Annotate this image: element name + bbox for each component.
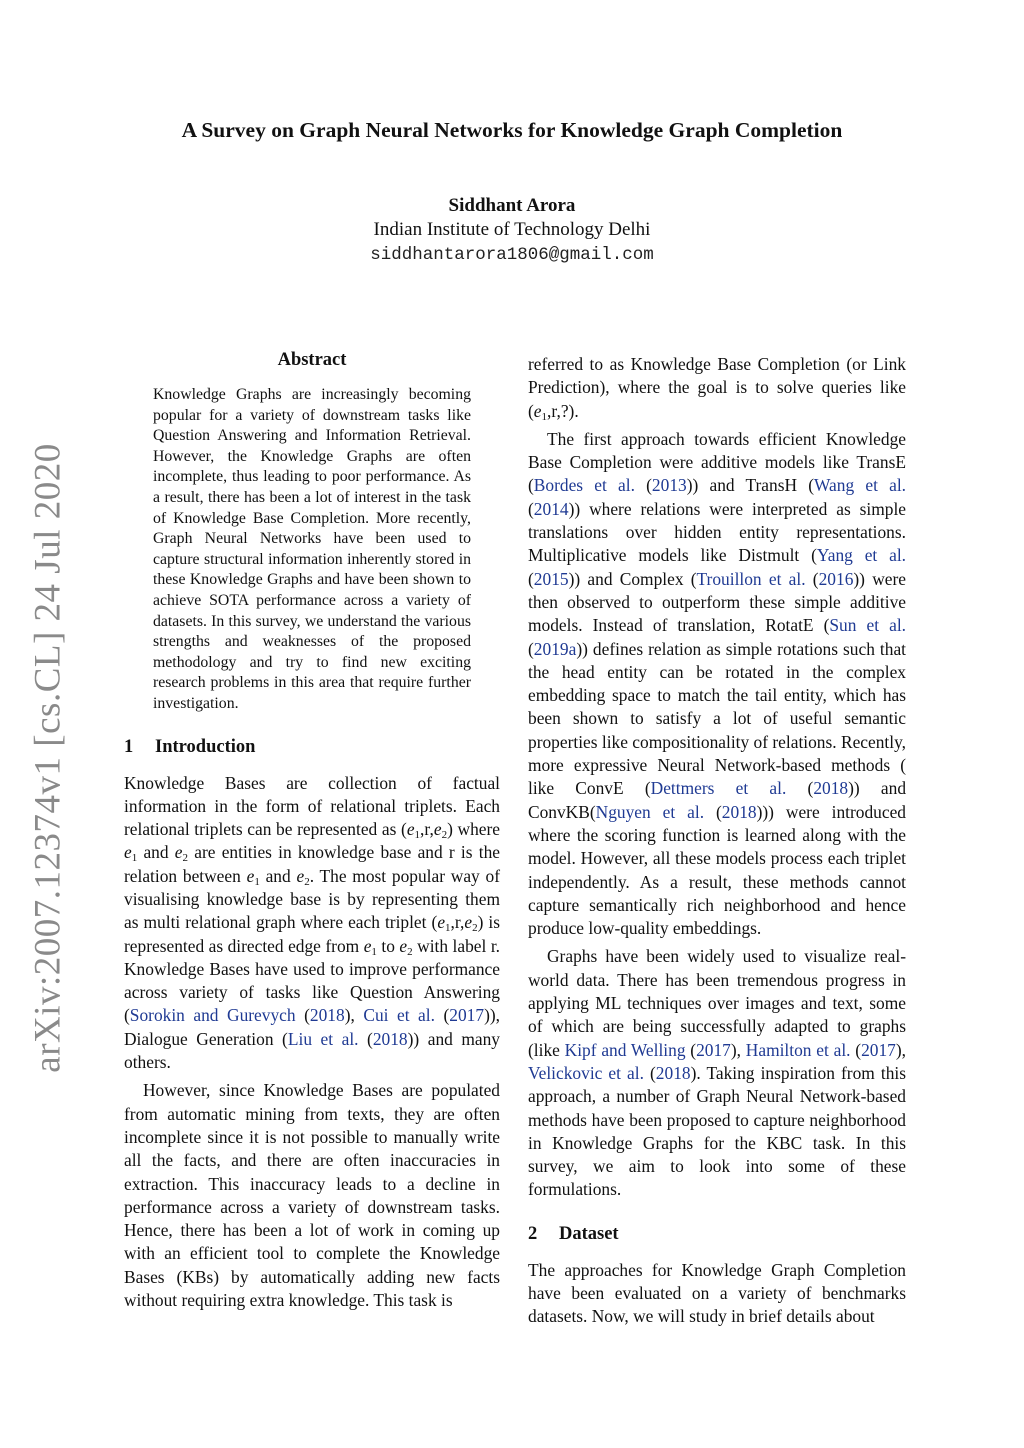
citation-year-link[interactable]: 2017: [696, 1039, 731, 1060]
citation-year-link[interactable]: 2018: [813, 778, 849, 799]
left-column: [124, 350, 500, 1312]
citation-year-link[interactable]: 2017: [861, 1039, 896, 1060]
citation-link[interactable]: Trouillon et al.: [696, 568, 806, 589]
citation-year-link[interactable]: 2018: [309, 1005, 345, 1026]
citation-year-link[interactable]: 2018: [721, 801, 757, 822]
arxiv-stamp: arXiv:2007.12374v1 [cs.CL] 24 Jul 2020: [27, 443, 69, 1073]
intro-paragraph-3: The first approach towards efficient Knowledge Base Completion were additive models like TransE (Bordes et al. (2013)) and TransH (Wang et al. (2014)) where relations were interpreted as simple translations over hidden entity representations. Multiplicative models like Distmult (Yang et al. (2015)) and Complex (Trouillon et al. (2016)) were then observed to outperform these simple additive models. Instead of translation, RotatE (Sun et al. (2019a)) defines relation as simple rotations such that the head entity can be rotated in the complex embedding space to match the tail entity, which has been shown to satisfy a lot of useful semantic properties like compositionality of relations. Recently, more expressive Neural Network-based methods ( like ConvE (Dettmers et al. (2018)) and ConvKB(Nguyen et al. (2018))) were introduced where the scoring function is learned along with the model. However, all these models process each triplet independently. As a result, these methods cannot capture semantically rich neighborhood and hence produce low-quality embeddings.: [528, 428, 907, 939]
citation-year-link[interactable]: 2015: [533, 568, 569, 589]
section-heading-dataset: [528, 1224, 906, 1245]
citation-link[interactable]: Sun et al.: [829, 615, 906, 636]
section-number: 1: [124, 736, 134, 757]
section-number: 2: [528, 1223, 538, 1244]
dataset-paragraph: The approaches for Knowledge Graph Completion have been evaluated on a variety of benchmarks datasets. Now, we will study in brief details about: [528, 1259, 906, 1327]
citation-link[interactable]: Liu et al.: [287, 1028, 359, 1049]
intro-paragraph-1: Knowledge Bases are collection of factual information in the form of relational triplets. Each relational triplets can be represented as $(e_1,r,e_2)$ where $e_1$ and $e_2$ are entities in knowledge base and r is the relation between $e_1$ and $e_2$. The most popular way of visualising knowledge base is by representing them as multi relational graph where each triplet $(e_1,r,e_2)$ is represented as directed edge from $e_1$ to $e_2$ with label r. Knowledge Bases have used to improve performance across variety of tasks like Question Answering (Sorokin and Gurevych (2018), Cui et al. (2017)), Dialogue Generation (Liu et al. (2018)) and many others.: [124, 772, 501, 1073]
citation-year-link[interactable]: 2018: [372, 1028, 408, 1049]
intro-paragraph-2: However, since Knowledge Bases are populated from automatic mining from texts, they are often incomplete since it is not possible to manually write all the facts, and there are often inaccuracies in extraction. This inaccuracy leads to a decline in performance across a variety of downstream tasks. Hence, there has been a lot of work in coming up with an efficient tool to complete the Knowledge Bases (KBs) by automatically adding new facts without requiring extra knowledge. This task is: [124, 1080, 500, 1311]
citation-year-link[interactable]: 2017: [449, 1005, 485, 1026]
right-column: [528, 353, 906, 1329]
citation-link[interactable]: Bordes et al.: [533, 475, 635, 496]
citation-year-link[interactable]: 2016: [818, 568, 854, 589]
intro-paragraph-2-continued: referred to as Knowledge Base Completion (or Link Prediction), where the goal is to solve queries like $(e_1,r,?)$.: [528, 354, 906, 423]
citation-link[interactable]: Hamilton et al.: [745, 1039, 851, 1060]
section-title: Dataset: [559, 1223, 619, 1244]
author-block: [0, 194, 1024, 268]
citation-year-link[interactable]: 2014: [533, 498, 569, 519]
citation-link[interactable]: Dettmers et al.: [650, 778, 787, 799]
abstract-text: Knowledge Graphs are increasingly becoming popular for a variety of downstream tasks like Question Answering and Information Retrieval. However, the Knowledge Graphs are often incomplete, thus leading to poor performance. As a result, there has been a lot of interest in the task of Knowledge Base Completion. More recently, Graph Neural Networks have been used to capture structural information inherently stored in these Knowledge Graphs and have been shown to achieve SOTA performance across a variety of datasets. In this survey, we understand the various strengths and weaknesses of the proposed methodology and try to find new exciting research problems in this area that require further investigation.: [153, 386, 471, 712]
citation-link[interactable]: Nguyen et al.: [595, 801, 705, 822]
citation-link[interactable]: Wang et al.: [814, 475, 906, 496]
paper-title: A Survey on Graph Neural Networks for Knowledge Graph Completion: [181, 118, 843, 142]
author-affiliation: Indian Institute of Technology Delhi: [373, 219, 651, 240]
author-email: siddhantarora1806@gmail.com: [370, 245, 654, 265]
section-heading-introduction: [124, 737, 500, 758]
abstract-heading: Abstract: [277, 350, 347, 370]
citation-link[interactable]: Kipf and Welling: [564, 1039, 686, 1060]
intro-paragraph-4: Graphs have been widely used to visualize real-world data. There has been tremendous progress in applying ML techniques over images and text, some of which are being successfully adapted to graphs (like Kipf and Welling (2017), Hamilton et al. (2017), Velickovic et al. (2018). Taking inspiration from this approach, a number of Graph Neural Network-based methods have been proposed to capture neighborhood in Knowledge Graphs for the KBC task. In this survey, we aim to look into some of these formulations.: [528, 946, 907, 1200]
citation-link[interactable]: Cui et al.: [363, 1005, 435, 1026]
citation-link[interactable]: Velickovic et al.: [528, 1062, 644, 1083]
citation-link[interactable]: Yang et al.: [816, 545, 906, 566]
author-name: Siddhant Arora: [448, 195, 576, 216]
citation-link[interactable]: Sorokin and Gurevych: [129, 1005, 296, 1026]
citation-year-link[interactable]: 2019a: [533, 638, 577, 659]
section-title: Introduction: [155, 736, 256, 757]
citation-year-link[interactable]: 2013: [651, 475, 687, 496]
citation-year-link[interactable]: 2018: [655, 1062, 691, 1083]
